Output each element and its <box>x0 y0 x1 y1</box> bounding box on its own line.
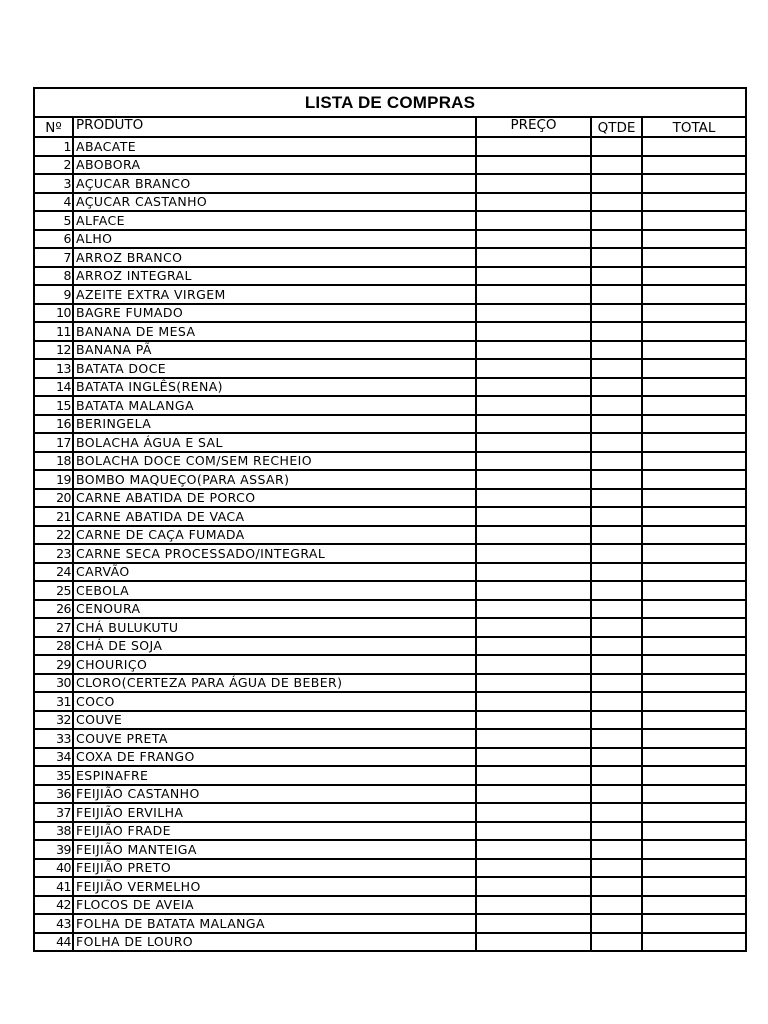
price-cell[interactable] <box>476 581 591 600</box>
table-row <box>35 877 745 896</box>
total-cell[interactable] <box>642 729 745 748</box>
product-name: CHOURIÇO <box>73 655 476 674</box>
table-row <box>35 766 745 785</box>
table-row <box>35 655 745 674</box>
row-number: 2 <box>35 156 73 175</box>
total-cell[interactable] <box>642 581 745 600</box>
price-cell[interactable] <box>476 896 591 915</box>
product-name: CHÁ DE SOJA <box>73 637 476 656</box>
table-row <box>35 637 745 656</box>
table-row <box>35 211 745 230</box>
total-cell[interactable] <box>642 230 745 249</box>
quantity-cell[interactable] <box>591 193 642 212</box>
quantity-cell[interactable] <box>591 544 642 563</box>
table-row <box>35 396 745 415</box>
product-name: ARROZ INTEGRAL <box>73 267 476 286</box>
table-row <box>35 322 745 341</box>
quantity-cell[interactable] <box>591 230 642 249</box>
quantity-cell[interactable] <box>591 489 642 508</box>
product-name: BERINGELA <box>73 415 476 434</box>
product-name: ABOBORA <box>73 156 476 175</box>
table-row <box>35 933 745 951</box>
row-number: 16 <box>35 415 73 434</box>
total-cell[interactable] <box>642 211 745 230</box>
price-cell[interactable] <box>476 396 591 415</box>
price-cell[interactable] <box>476 729 591 748</box>
table-row <box>35 711 745 730</box>
product-name: FEIJIÃO FRADE <box>73 822 476 841</box>
price-cell[interactable] <box>476 563 591 582</box>
quantity-cell[interactable] <box>591 674 642 693</box>
quantity-cell[interactable] <box>591 914 642 933</box>
table-row <box>35 896 745 915</box>
price-cell[interactable] <box>476 137 591 156</box>
price-cell[interactable] <box>476 322 591 341</box>
price-cell[interactable] <box>476 766 591 785</box>
price-cell[interactable] <box>476 637 591 656</box>
table-row <box>35 581 745 600</box>
product-name: ESPINAFRE <box>73 766 476 785</box>
product-name: CARNE DE CAÇA FUMADA <box>73 526 476 545</box>
column-header-price: PREÇO <box>476 118 591 137</box>
price-cell[interactable] <box>476 933 591 951</box>
total-cell[interactable] <box>642 396 745 415</box>
total-cell[interactable] <box>642 433 745 452</box>
quantity-cell[interactable] <box>591 378 642 397</box>
shopping-list-table <box>35 118 745 950</box>
product-name: FEIJIÃO ERVILHA <box>73 803 476 822</box>
price-cell[interactable] <box>476 822 591 841</box>
row-number: 11 <box>35 322 73 341</box>
price-cell[interactable] <box>476 692 591 711</box>
total-cell[interactable] <box>642 359 745 378</box>
row-number: 40 <box>35 859 73 878</box>
column-header-product: PRODUTO <box>73 118 476 137</box>
price-cell[interactable] <box>476 840 591 859</box>
table-row <box>35 341 745 360</box>
table-row <box>35 600 745 619</box>
quantity-cell[interactable] <box>591 526 642 545</box>
total-cell[interactable] <box>642 544 745 563</box>
shopping-list-sheet <box>33 87 747 952</box>
price-cell[interactable] <box>476 803 591 822</box>
price-cell[interactable] <box>476 378 591 397</box>
table-row <box>35 174 745 193</box>
table-row <box>35 674 745 693</box>
total-cell[interactable] <box>642 322 745 341</box>
product-name: FOLHA DE BATATA MALANGA <box>73 914 476 933</box>
row-number: 10 <box>35 304 73 323</box>
quantity-cell[interactable] <box>591 452 642 471</box>
row-number: 7 <box>35 248 73 267</box>
product-name: AÇUCAR BRANCO <box>73 174 476 193</box>
price-cell[interactable] <box>476 230 591 249</box>
table-row <box>35 285 745 304</box>
table-row <box>35 859 745 878</box>
row-number: 15 <box>35 396 73 415</box>
product-name: CARNE ABATIDA DE PORCO <box>73 489 476 508</box>
table-row <box>35 507 745 526</box>
quantity-cell[interactable] <box>591 785 642 804</box>
product-name: BANANA PÃ <box>73 341 476 360</box>
quantity-cell[interactable] <box>591 896 642 915</box>
row-number: 20 <box>35 489 73 508</box>
total-cell[interactable] <box>642 896 745 915</box>
quantity-cell[interactable] <box>591 563 642 582</box>
price-cell[interactable] <box>476 341 591 360</box>
product-name: ARROZ BRANCO <box>73 248 476 267</box>
product-name: BAGRE FUMADO <box>73 304 476 323</box>
price-cell[interactable] <box>476 655 591 674</box>
table-row <box>35 729 745 748</box>
quantity-cell[interactable] <box>591 711 642 730</box>
quantity-cell[interactable] <box>591 267 642 286</box>
price-cell[interactable] <box>476 914 591 933</box>
quantity-cell[interactable] <box>591 304 642 323</box>
table-row <box>35 137 745 156</box>
row-number: 43 <box>35 914 73 933</box>
total-cell[interactable] <box>642 304 745 323</box>
row-number: 35 <box>35 766 73 785</box>
product-name: ALFACE <box>73 211 476 230</box>
total-cell[interactable] <box>642 526 745 545</box>
row-number: 5 <box>35 211 73 230</box>
product-name: COUVE <box>73 711 476 730</box>
quantity-cell[interactable] <box>591 748 642 767</box>
quantity-cell[interactable] <box>591 211 642 230</box>
row-number: 32 <box>35 711 73 730</box>
quantity-cell[interactable] <box>591 877 642 896</box>
quantity-cell[interactable] <box>591 803 642 822</box>
header-row <box>35 118 745 137</box>
quantity-cell[interactable] <box>591 174 642 193</box>
row-number: 14 <box>35 378 73 397</box>
total-cell[interactable] <box>642 248 745 267</box>
row-number: 37 <box>35 803 73 822</box>
total-cell[interactable] <box>642 803 745 822</box>
total-cell[interactable] <box>642 766 745 785</box>
row-number: 33 <box>35 729 73 748</box>
total-cell[interactable] <box>642 193 745 212</box>
row-number: 9 <box>35 285 73 304</box>
row-number: 39 <box>35 840 73 859</box>
table-row <box>35 452 745 471</box>
quantity-cell[interactable] <box>591 415 642 434</box>
price-cell[interactable] <box>476 600 591 619</box>
row-number: 44 <box>35 933 73 951</box>
product-name: BANANA DE MESA <box>73 322 476 341</box>
row-number: 27 <box>35 618 73 637</box>
quantity-cell[interactable] <box>591 859 642 878</box>
price-cell[interactable] <box>476 248 591 267</box>
price-cell[interactable] <box>476 211 591 230</box>
quantity-cell[interactable] <box>591 729 642 748</box>
product-name: CENOURA <box>73 600 476 619</box>
total-cell[interactable] <box>642 692 745 711</box>
product-name: CARVÃO <box>73 563 476 582</box>
price-cell[interactable] <box>476 489 591 508</box>
quantity-cell[interactable] <box>591 581 642 600</box>
product-name: ABACATE <box>73 137 476 156</box>
product-name: CARNE ABATIDA DE VACA <box>73 507 476 526</box>
price-cell[interactable] <box>476 156 591 175</box>
total-cell[interactable] <box>642 563 745 582</box>
row-number: 24 <box>35 563 73 582</box>
product-name: BOLACHA ÁGUA E SAL <box>73 433 476 452</box>
product-name: COCO <box>73 692 476 711</box>
total-cell[interactable] <box>642 748 745 767</box>
table-row <box>35 230 745 249</box>
product-name: BATATA MALANGA <box>73 396 476 415</box>
product-name: COUVE PRETA <box>73 729 476 748</box>
total-cell[interactable] <box>642 933 745 951</box>
quantity-cell[interactable] <box>591 433 642 452</box>
quantity-cell[interactable] <box>591 600 642 619</box>
column-header-quantity: QTDE <box>591 118 642 137</box>
total-cell[interactable] <box>642 470 745 489</box>
quantity-cell[interactable] <box>591 322 642 341</box>
total-cell[interactable] <box>642 341 745 360</box>
table-row <box>35 470 745 489</box>
total-cell[interactable] <box>642 637 745 656</box>
quantity-cell[interactable] <box>591 359 642 378</box>
row-number: 19 <box>35 470 73 489</box>
row-number: 34 <box>35 748 73 767</box>
table-row <box>35 193 745 212</box>
product-name: BOLACHA DOCE COM/SEM RECHEIO <box>73 452 476 471</box>
row-number: 17 <box>35 433 73 452</box>
row-number: 8 <box>35 267 73 286</box>
total-cell[interactable] <box>642 156 745 175</box>
total-cell[interactable] <box>642 507 745 526</box>
row-number: 13 <box>35 359 73 378</box>
table-row <box>35 544 745 563</box>
quantity-cell[interactable] <box>591 137 642 156</box>
product-name: FOLHA DE LOURO <box>73 933 476 951</box>
table-row <box>35 359 745 378</box>
table-row <box>35 489 745 508</box>
quantity-cell[interactable] <box>591 156 642 175</box>
quantity-cell[interactable] <box>591 396 642 415</box>
product-name: BATATA DOCE <box>73 359 476 378</box>
price-cell[interactable] <box>476 174 591 193</box>
row-number: 25 <box>35 581 73 600</box>
quantity-cell[interactable] <box>591 470 642 489</box>
row-number: 41 <box>35 877 73 896</box>
total-cell[interactable] <box>642 914 745 933</box>
table-row <box>35 378 745 397</box>
table-row <box>35 840 745 859</box>
product-name: CLORO(CERTEZA PARA ÁGUA DE BEBER) <box>73 674 476 693</box>
price-cell[interactable] <box>476 748 591 767</box>
price-cell[interactable] <box>476 359 591 378</box>
row-number: 31 <box>35 692 73 711</box>
table-row <box>35 914 745 933</box>
table-row <box>35 156 745 175</box>
price-cell[interactable] <box>476 415 591 434</box>
total-cell[interactable] <box>642 378 745 397</box>
total-cell[interactable] <box>642 655 745 674</box>
quantity-cell[interactable] <box>591 766 642 785</box>
table-row <box>35 267 745 286</box>
row-number: 18 <box>35 452 73 471</box>
product-name: CARNE SECA PROCESSADO/INTEGRAL <box>73 544 476 563</box>
row-number: 28 <box>35 637 73 656</box>
table-row <box>35 563 745 582</box>
total-cell[interactable] <box>642 174 745 193</box>
price-cell[interactable] <box>476 507 591 526</box>
price-cell[interactable] <box>476 711 591 730</box>
quantity-cell[interactable] <box>591 248 642 267</box>
quantity-cell[interactable] <box>591 840 642 859</box>
price-cell[interactable] <box>476 304 591 323</box>
total-cell[interactable] <box>642 877 745 896</box>
price-cell[interactable] <box>476 674 591 693</box>
price-cell[interactable] <box>476 452 591 471</box>
quantity-cell[interactable] <box>591 637 642 656</box>
row-number: 22 <box>35 526 73 545</box>
total-cell[interactable] <box>642 600 745 619</box>
price-cell[interactable] <box>476 193 591 212</box>
product-name: FEIJIÃO MANTEIGA <box>73 840 476 859</box>
price-cell[interactable] <box>476 433 591 452</box>
product-name: COXA DE FRANGO <box>73 748 476 767</box>
product-name: FEIJIÃO VERMELHO <box>73 877 476 896</box>
column-header-number: Nº <box>35 118 73 137</box>
table-row <box>35 618 745 637</box>
quantity-cell[interactable] <box>591 692 642 711</box>
quantity-cell[interactable] <box>591 285 642 304</box>
total-cell[interactable] <box>642 267 745 286</box>
row-number: 29 <box>35 655 73 674</box>
quantity-cell[interactable] <box>591 822 642 841</box>
row-number: 30 <box>35 674 73 693</box>
row-number: 23 <box>35 544 73 563</box>
table-body <box>35 137 745 950</box>
column-header-total: TOTAL <box>642 118 745 137</box>
row-number: 21 <box>35 507 73 526</box>
total-cell[interactable] <box>642 822 745 841</box>
product-name: FLOCOS DE AVEIA <box>73 896 476 915</box>
total-cell[interactable] <box>642 840 745 859</box>
row-number: 42 <box>35 896 73 915</box>
price-cell[interactable] <box>476 544 591 563</box>
price-cell[interactable] <box>476 859 591 878</box>
total-cell[interactable] <box>642 711 745 730</box>
product-name: CHÁ BULUKUTU <box>73 618 476 637</box>
total-cell[interactable] <box>642 137 745 156</box>
row-number: 26 <box>35 600 73 619</box>
product-name: AÇUCAR CASTANHO <box>73 193 476 212</box>
total-cell[interactable] <box>642 785 745 804</box>
total-cell[interactable] <box>642 285 745 304</box>
product-name: FEIJIÃO CASTANHO <box>73 785 476 804</box>
quantity-cell[interactable] <box>591 507 642 526</box>
table-row <box>35 433 745 452</box>
row-number: 3 <box>35 174 73 193</box>
total-cell[interactable] <box>642 489 745 508</box>
price-cell[interactable] <box>476 285 591 304</box>
table-row <box>35 526 745 545</box>
table-row <box>35 248 745 267</box>
total-cell[interactable] <box>642 674 745 693</box>
table-row <box>35 748 745 767</box>
price-cell[interactable] <box>476 618 591 637</box>
price-cell[interactable] <box>476 785 591 804</box>
row-number: 36 <box>35 785 73 804</box>
total-cell[interactable] <box>642 859 745 878</box>
product-name: BOMBO MAQUEÇO(PARA ASSAR) <box>73 470 476 489</box>
table-row <box>35 692 745 711</box>
table-row <box>35 304 745 323</box>
product-name: FEIJIÃO PRETO <box>73 859 476 878</box>
table-row <box>35 785 745 804</box>
row-number: 4 <box>35 193 73 212</box>
product-name: AZEITE EXTRA VIRGEM <box>73 285 476 304</box>
price-cell[interactable] <box>476 877 591 896</box>
quantity-cell[interactable] <box>591 655 642 674</box>
total-cell[interactable] <box>642 452 745 471</box>
product-name: CEBOLA <box>73 581 476 600</box>
table-row <box>35 803 745 822</box>
total-cell[interactable] <box>642 618 745 637</box>
total-cell[interactable] <box>642 415 745 434</box>
row-number: 1 <box>35 137 73 156</box>
quantity-cell[interactable] <box>591 618 642 637</box>
product-name: BATATA INGLÊS(RENA) <box>73 378 476 397</box>
table-row <box>35 822 745 841</box>
table-row <box>35 415 745 434</box>
quantity-cell[interactable] <box>591 341 642 360</box>
price-cell[interactable] <box>476 267 591 286</box>
row-number: 12 <box>35 341 73 360</box>
price-cell[interactable] <box>476 526 591 545</box>
page-title: LISTA DE COMPRAS <box>35 89 745 118</box>
price-cell[interactable] <box>476 470 591 489</box>
row-number: 6 <box>35 230 73 249</box>
row-number: 38 <box>35 822 73 841</box>
quantity-cell[interactable] <box>591 933 642 951</box>
product-name: ALHO <box>73 230 476 249</box>
